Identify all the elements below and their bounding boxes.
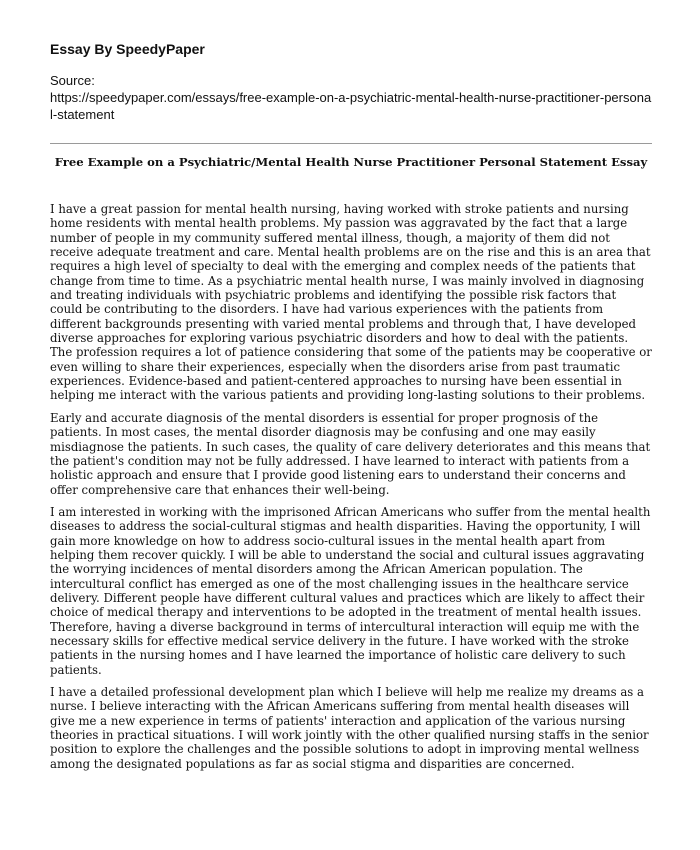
essay-title: Free Example on a Psychiatric/Mental Health Nurse Practitioner Personal Statement Essay: [54, 155, 648, 169]
divider: [50, 143, 652, 144]
brand-heading: Essay By SpeedyPaper: [50, 41, 205, 57]
source-block: [50, 72, 652, 123]
essay-paragraph: I have a detailed professional development plan which I believe will help me realize my dreams as a nurse. I believe interacting with the African Americans suffering from mental health diseases will give me a new experience in terms of patients' interaction and application of the various nursing theories in practical situations. I will work jointly with the other qualified nursing staffs in the senior position to explore the challenges and the possible solutions to adopt in improving mental wellness among the designated populations as far as social stigma and disparities are concerned.: [50, 685, 649, 771]
document-page: [50, 40, 652, 779]
source-label: Source:: [50, 73, 95, 88]
essay-paragraph: I am interested in working with the imprisoned African Americans who suffer from the mental health diseases to address the social-cultural stigmas and health disparities. Having the opportunity, I will gain more knowledge on how to address socio-cultural issues in the mental health apart from helping them recover quickly. I will be able to understand the social and cultural issues aggravating the worrying incidences of mental disorders among the African American population. The intercultural conflict has emerged as one of the most challenging issues in the healthcare service delivery. Different people have different cultural values and practices which are likely to affect their choice of medical therapy and interventions to be adopted in the treatment of mental health issues. Therefore, having a diverse background in terms of intercultural interaction will equip me with the necessary skills for effective medical service delivery in the future. I have worked with the stroke patients in the nursing homes and I have learned the importance of holistic care delivery to such patients.: [50, 504, 651, 677]
source-link[interactable]: https://speedypaper.com/essays/free-example-on-a-psychiatric-mental-health-nurse-practitioner-personal-statement: [50, 90, 652, 122]
essay-paragraph: I have a great passion for mental health nursing, having worked with stroke patients and nursing home residents with mental health problems. My passion was aggravated by the fact that a large number of people in my community suffered mental illness, though, a majority of them did not receive adequate treatment and care. Mental health problems are on the rise and this is an area that requires a high level of specialty to deal with the emerging and complex needs of the patients that change from time to time. As a psychiatric mental health nurse, I was mainly involved in diagnosing and treating individuals with psychiatric problems and identifying the possible risk factors that could be contributing to the disorders. I have had various experiences with the patients from different backgrounds presenting with varied mental problems and through that, I have developed diverse approaches for exploring various psychiatric disorders and how to deal with the patients. The profession requires a lot of patience considering that some of the patients may be cooperative or even willing to share their experiences, especially when the disorders arise from past traumatic experiences. Evidence-based and patient-centered approaches to nursing have been essential in helping me interact with the various patients and providing long-lasting solutions to their problems.: [50, 202, 652, 403]
essay-paragraph: Early and accurate diagnosis of the mental disorders is essential for proper prognosis of the patients. In most cases, the mental disorder diagnosis may be confusing and one may easily misdiagnose the patients. In such cases, the quality of care delivery deteriorates and this means that the patient's condition may not be fully addressed. I have learned to interact with patients from a holistic approach and ensure that I provide good listening ears to understand their concerns and offer comprehensive care that enhances their well-being.: [50, 410, 651, 497]
